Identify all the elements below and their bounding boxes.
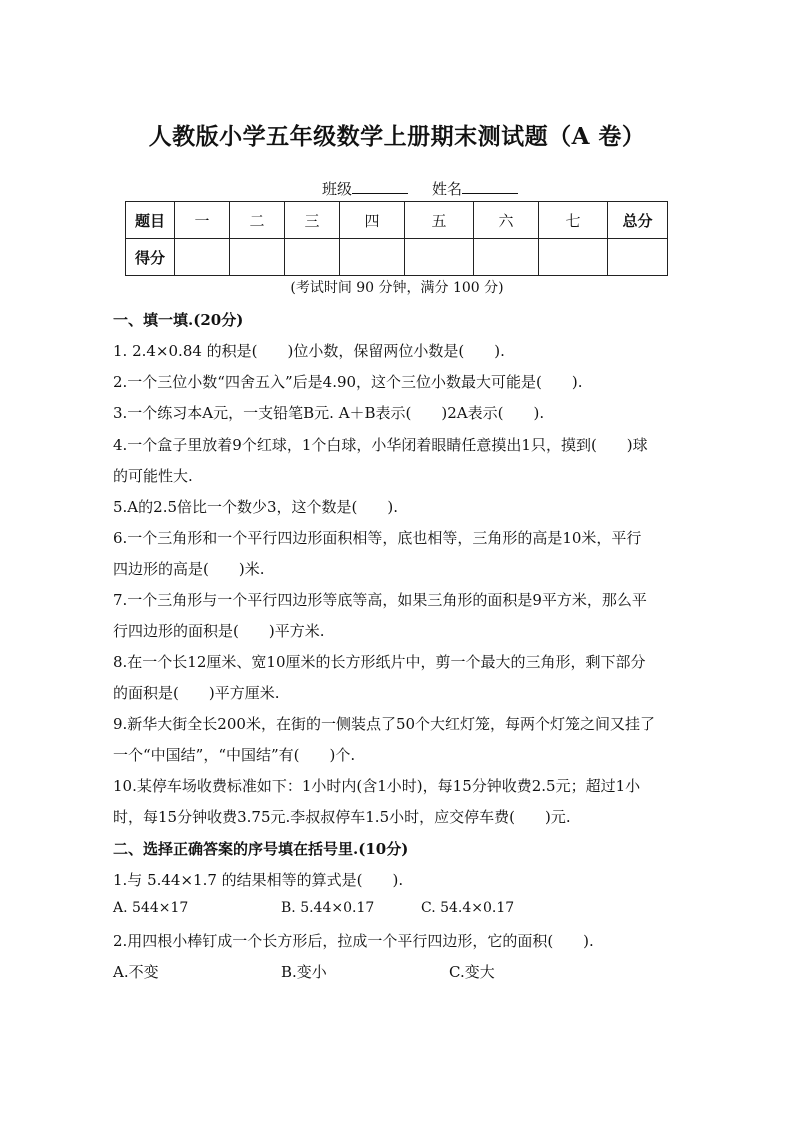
name-blank[interactable] bbox=[462, 179, 518, 194]
score-cell-2[interactable] bbox=[230, 239, 285, 276]
question-line: 行四边形的面积是( )平方米. bbox=[113, 622, 325, 640]
header-cell-6: 六 bbox=[474, 202, 539, 239]
section1-heading: 一、填一填.(20分) bbox=[113, 311, 244, 329]
score-cell-total[interactable] bbox=[608, 239, 668, 276]
score-cell-7[interactable] bbox=[539, 239, 608, 276]
class-label: 班级 bbox=[322, 180, 353, 198]
class-name-line bbox=[322, 178, 518, 199]
header-cell-4: 四 bbox=[340, 202, 405, 239]
question-line: 10.某停车场收费标准如下：1小时内(含1小时)，每15分钟收费2.5元；超过1小 bbox=[113, 777, 641, 795]
header-cell-2: 二 bbox=[230, 202, 285, 239]
question-line: 2.一个三位小数“四舍五入”后是4.90，这个三位小数最大可能是( ). bbox=[113, 373, 583, 391]
question-line: 1. 2.4×0.84 的积是( )位小数，保留两位小数是( ). bbox=[113, 342, 505, 360]
header-cell-7: 七 bbox=[539, 202, 608, 239]
score-cell-6[interactable] bbox=[474, 239, 539, 276]
option-a[interactable]: A. 544×17 bbox=[113, 900, 189, 916]
header-cell-5: 五 bbox=[405, 202, 474, 239]
option-c[interactable]: C. 54.4×0.17 bbox=[421, 900, 515, 916]
header-cell-total: 总分 bbox=[608, 202, 668, 239]
score-cell-5[interactable] bbox=[405, 239, 474, 276]
option-b[interactable]: B. 5.44×0.17 bbox=[281, 900, 375, 916]
option-a[interactable]: A.不变 bbox=[113, 963, 159, 981]
question-line: 4.一个盒子里放着9个红球，1个白球，小华闭着眼睛任意摸出1只，摸到( )球 bbox=[113, 436, 648, 454]
question-line: 的面积是( )平方厘米. bbox=[113, 684, 280, 702]
question-line: 9.新华大街全长200米，在街的一侧装点了50个大红灯笼，每两个灯笼之间又挂了 bbox=[113, 715, 656, 733]
class-blank[interactable] bbox=[352, 179, 408, 194]
header-cell-topic: 题目 bbox=[126, 202, 175, 239]
page-title: 人教版小学五年级数学上册期末测试题（A 卷） bbox=[148, 123, 646, 150]
question-line: 6.一个三角形和一个平行四边形面积相等，底也相等，三角形的高是10米，平行 bbox=[113, 529, 642, 547]
score-cell-4[interactable] bbox=[340, 239, 405, 276]
question-line: 7.一个三角形与一个平行四边形等底等高，如果三角形的面积是9平方米，那么平 bbox=[113, 591, 647, 609]
score-cell-3[interactable] bbox=[285, 239, 340, 276]
question-line: 一个“中国结”，“中国结”有( )个. bbox=[113, 746, 356, 764]
score-cell-1[interactable] bbox=[175, 239, 230, 276]
question-line: 的可能性大. bbox=[113, 467, 193, 485]
option-b[interactable]: B.变小 bbox=[281, 963, 327, 981]
choice-question-2: 2.用四根小棒钉成一个长方形后，拉成一个平行四边形，它的面积( ). bbox=[113, 932, 594, 950]
header-cell-3: 三 bbox=[285, 202, 340, 239]
score-table bbox=[125, 201, 668, 276]
name-label: 姓名 bbox=[432, 180, 463, 198]
question-line: 8.在一个长12厘米、宽10厘米的长方形纸片中，剪一个最大的三角形，剩下部分 bbox=[113, 653, 646, 671]
question-line: 5.A的2.5倍比一个数少3，这个数是( ). bbox=[113, 498, 399, 516]
option-c[interactable]: C.变大 bbox=[449, 963, 495, 981]
header-cell-1: 一 bbox=[175, 202, 230, 239]
score-header-row bbox=[126, 202, 668, 239]
question-line: 时，每15分钟收费3.75元.李叔叔停车1.5小时，应交停车费( )元. bbox=[113, 808, 571, 826]
question-line: 3.一个练习本A元，一支铅笔B元. A＋B表示( )2A表示( ). bbox=[113, 404, 545, 422]
exam-time-note: (考试时间 90 分钟，满分 100 分) bbox=[290, 280, 504, 296]
section2-heading: 二、选择正确答案的序号填在括号里.(10分) bbox=[113, 840, 409, 858]
choice-question-1: 1.与 5.44×1.7 的结果相等的算式是( ). bbox=[113, 871, 404, 889]
question-line: 四边形的高是( )米. bbox=[113, 560, 265, 578]
score-row bbox=[126, 239, 668, 276]
score-row-label: 得分 bbox=[126, 239, 175, 276]
